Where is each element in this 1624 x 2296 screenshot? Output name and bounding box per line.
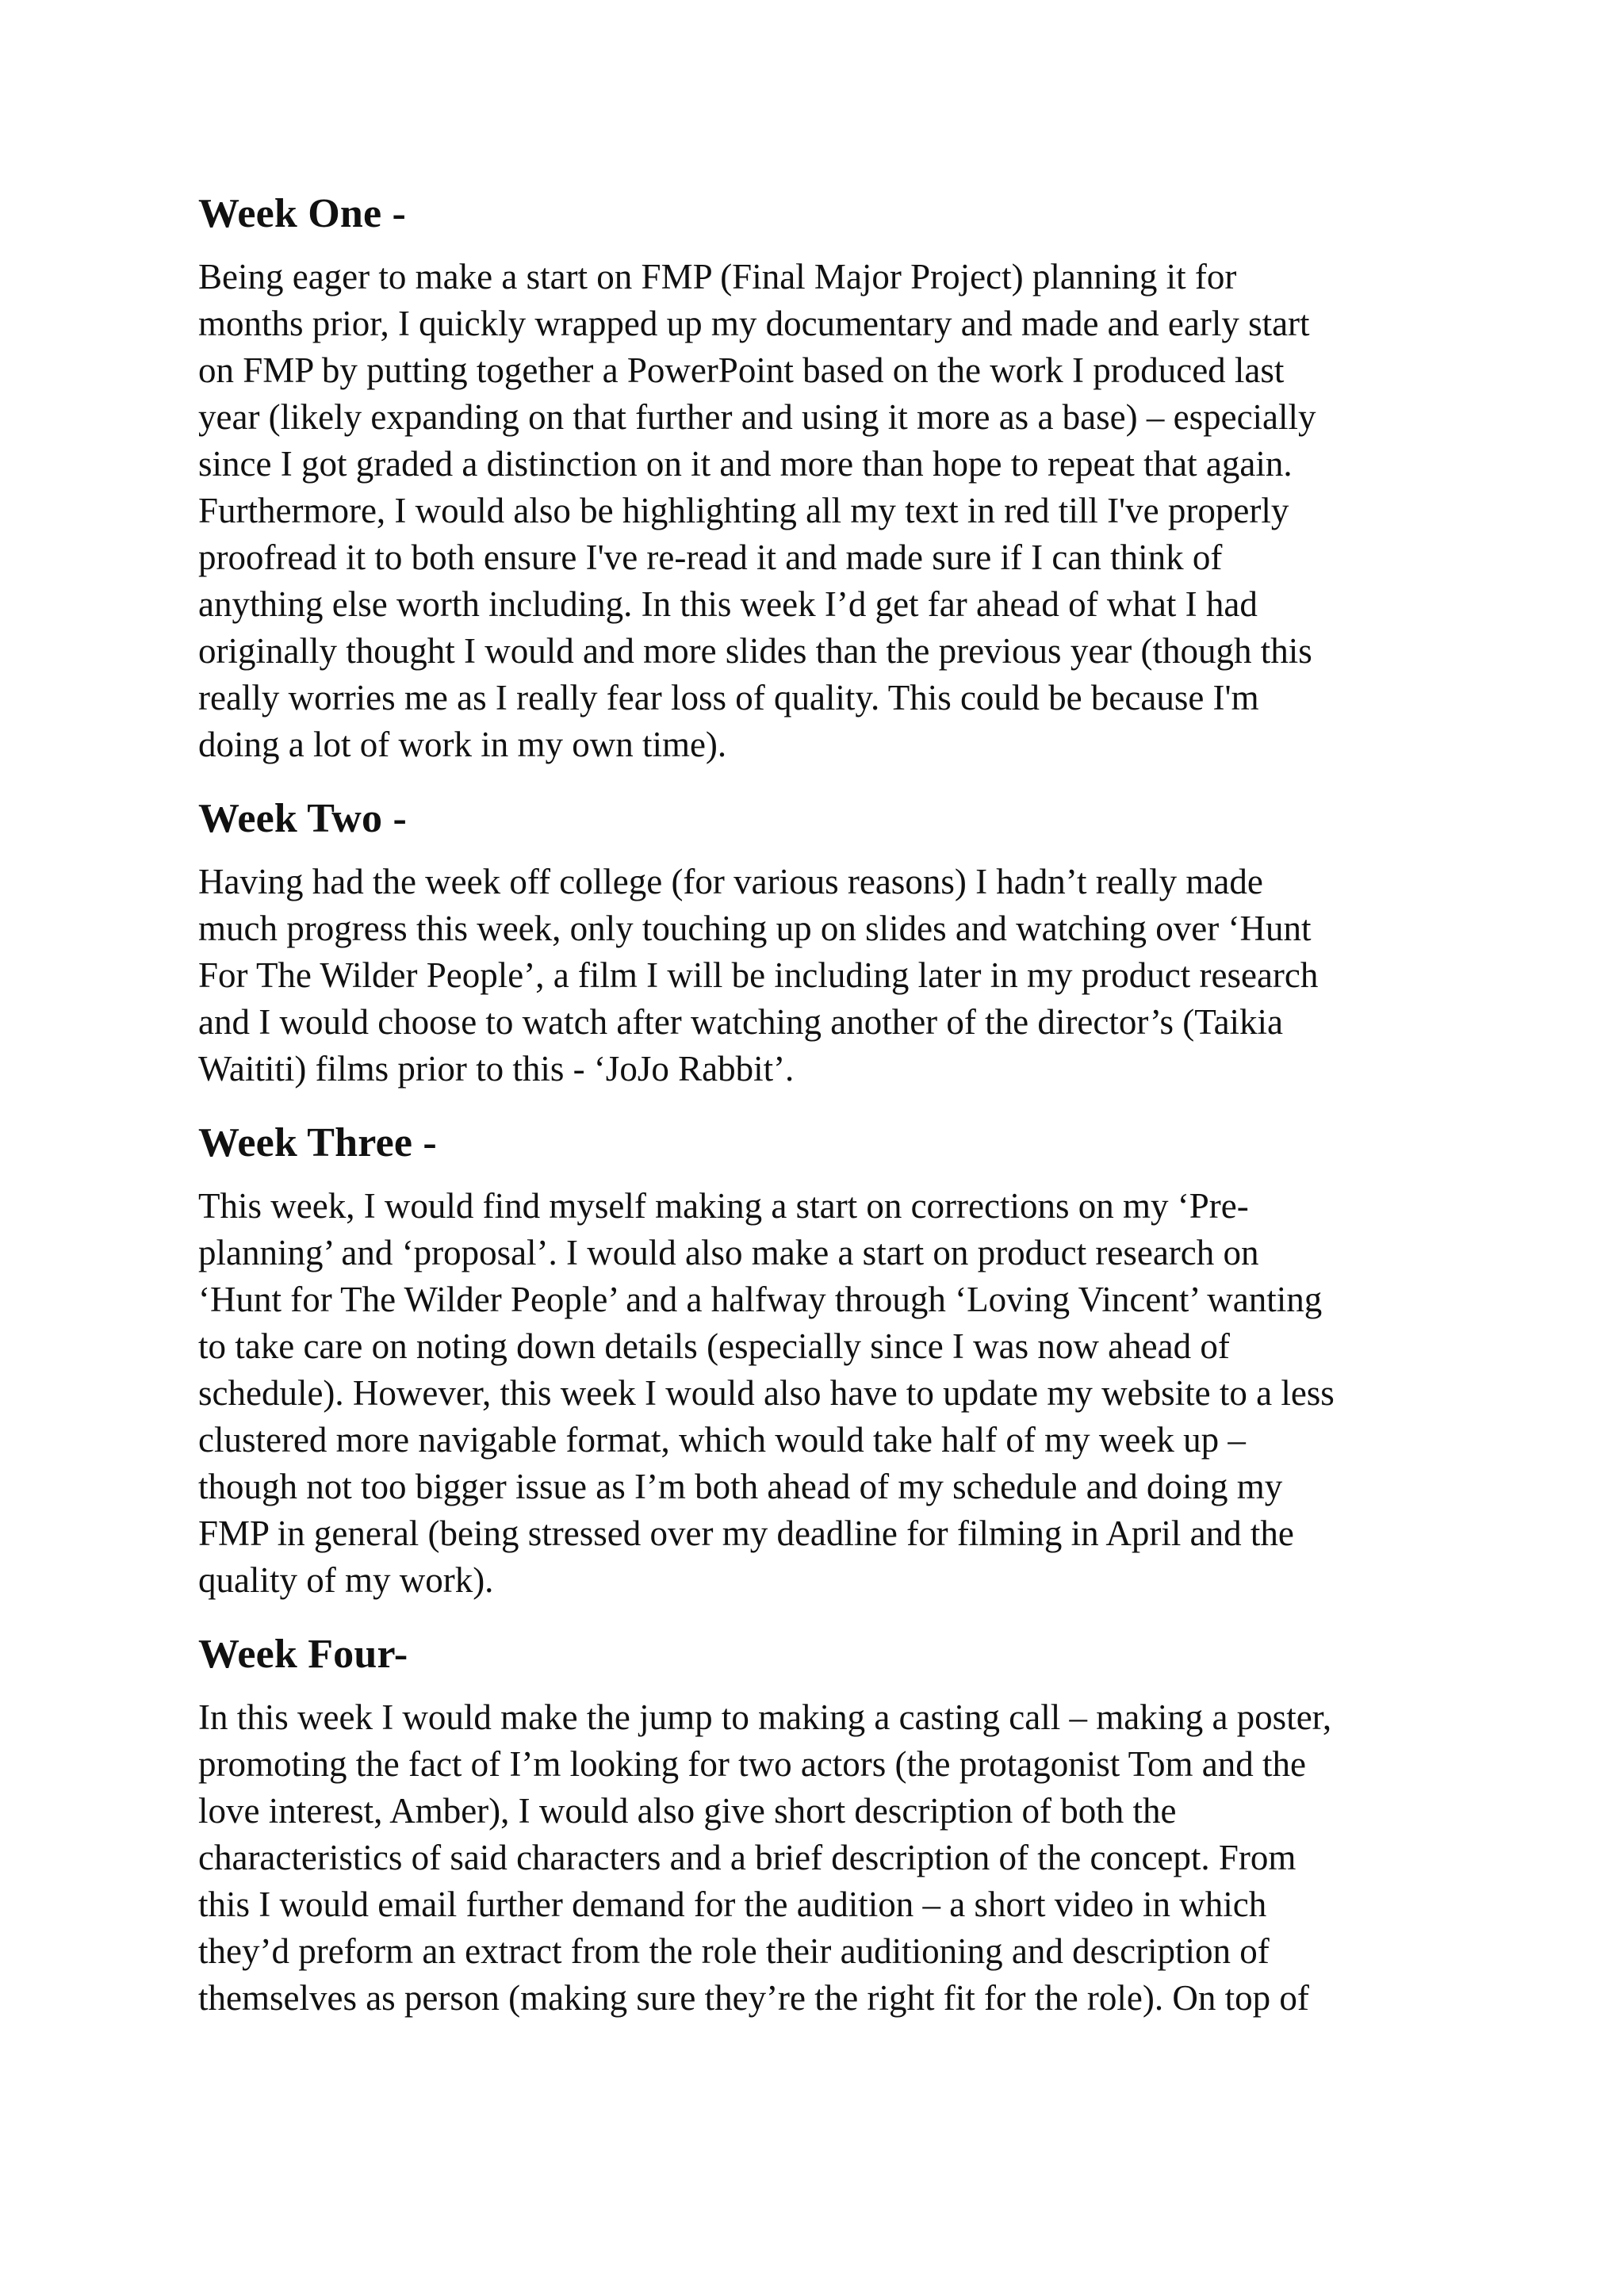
document-body: [198, 190, 1435, 2049]
text-line: FMP in general (being stressed over my deadline for filming in April and the: [198, 1513, 1294, 1553]
text-line: Waititi) films prior to this - ‘JoJo Rabbit’.: [198, 1049, 795, 1089]
text-line: to take care on noting down details (especially since I was now ahead of: [198, 1326, 1230, 1366]
text-line: since I got graded a distinction on it and more than hope to repeat that again.: [198, 444, 1293, 484]
section-heading: Week Two -: [198, 796, 407, 841]
text-line: year (likely expanding on that further and using it more as a base) – especially: [198, 397, 1316, 437]
text-line: ‘Hunt for The Wilder People’ and a halfway through ‘Loving Vincent’ wanting: [198, 1280, 1323, 1319]
text-line: really worries me as I really fear loss of quality. This could be because I'm: [198, 678, 1259, 718]
section-week-two: [198, 795, 1435, 1093]
section-week-one: [198, 190, 1435, 768]
text-line: anything else worth including. In this week I’d get far ahead of what I had: [198, 584, 1258, 624]
section-paragraph: [198, 1694, 1435, 2022]
text-line: themselves as person (making sure they’re the right fit for the role). On top of: [198, 1978, 1309, 2018]
text-line: months prior, I quickly wrapped up my documentary and made and early start: [198, 304, 1310, 343]
text-line: originally thought I would and more slides than the previous year (though this: [198, 631, 1312, 671]
section-heading: Week Four-: [198, 1632, 408, 1677]
section-paragraph: [198, 859, 1435, 1093]
text-line: For The Wilder People’, a film I will be including later in my product research: [198, 955, 1319, 995]
text-line: proofread it to both ensure I've re-read it and made sure if I can think of: [198, 538, 1223, 577]
text-line: quality of my work).: [198, 1560, 494, 1600]
section-week-three: [198, 1119, 1435, 1604]
section-heading: Week Three -: [198, 1120, 437, 1165]
text-line: they’d preform an extract from the role their auditioning and description of: [198, 1931, 1270, 1971]
section-paragraph: [198, 254, 1435, 768]
text-line: schedule). However, this week I would also have to update my website to a less: [198, 1373, 1335, 1413]
text-line: doing a lot of work in my own time).: [198, 725, 727, 764]
text-line: Being eager to make a start on FMP (Final Major Project) planning it for: [198, 257, 1237, 297]
text-line: love interest, Amber), I would also give short description of both the: [198, 1791, 1177, 1831]
text-line: In this week I would make the jump to making a casting call – making a poster,: [198, 1697, 1332, 1737]
text-line: Furthermore, I would also be highlighting all my text in red till I've properly: [198, 491, 1289, 530]
section-paragraph: [198, 1183, 1435, 1604]
text-line: and I would choose to watch after watching another of the director’s (Taikia: [198, 1002, 1284, 1042]
text-line: much progress this week, only touching up on slides and watching over ‘Hunt: [198, 909, 1312, 948]
section-week-four: [198, 1631, 1435, 2022]
text-line: planning’ and ‘proposal’. I would also make a start on product research on: [198, 1233, 1259, 1272]
text-line: on FMP by putting together a PowerPoint based on the work I produced last: [198, 350, 1285, 390]
text-line: promoting the fact of I’m looking for two actors (the protagonist Tom and the: [198, 1744, 1306, 1784]
text-line: clustered more navigable format, which would take half of my week up –: [198, 1420, 1246, 1460]
section-heading: Week One -: [198, 191, 406, 236]
text-line: Having had the week off college (for various reasons) I hadn’t really made: [198, 862, 1263, 901]
text-line: This week, I would find myself making a start on corrections on my ‘Pre-: [198, 1186, 1249, 1226]
text-line: this I would email further demand for the audition – a short video in which: [198, 1885, 1267, 1924]
text-line: though not too bigger issue as I’m both ahead of my schedule and doing my: [198, 1467, 1283, 1506]
text-line: characteristics of said characters and a brief description of the concept. From: [198, 1838, 1297, 1877]
